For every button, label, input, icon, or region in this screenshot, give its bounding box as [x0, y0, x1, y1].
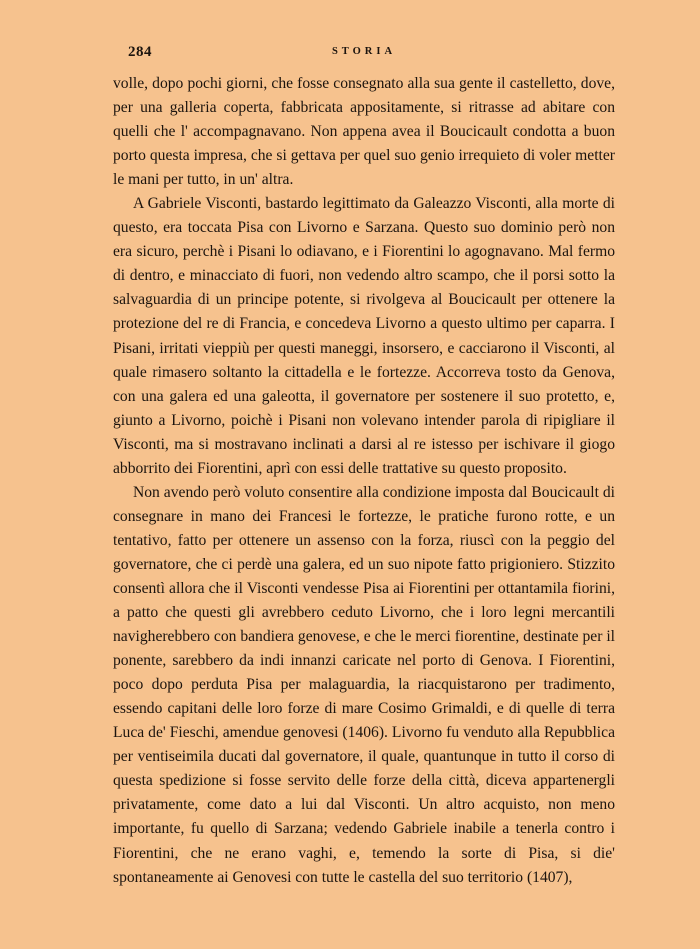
- paragraph-2: A Gabriele Visconti, bastardo legittimato da Galeazzo Visconti, alla morte di questo, era toccata Pisa con Livorno e Sarzana. Questo suo dominio però non era sicuro, perchè i Pisani lo odiavano, e i Fiorentini lo agognavano. Mal fermo di dentro, e minacciato di fuori, non vedendo altro scampo, che il porsi sotto la salvaguardia di un principe potente, si rivolgeva al Boucicault per ottenere la protezione del re di Francia, e concedeva Livorno a questo ultimo per caparra. I Pisani, irritati vieppiù per questi maneggi, insorsero, e cacciarono il Visconti, al quale rimasero soltanto la cittadella e le fortezze. Accorreva tosto da Genova, con una galera ed una galeotta, il governatore per sostenere il suo protetto, e, giunto a Livorno, poichè i Pisani non volevano intender parola di ripigliare il Visconti, ma si mostravano inclinati a darsi al re istesso per ischivare il giogo abborrito dei Fiorentini, aprì con essi delle trattative su questo proposito.: [113, 195, 615, 477]
- body-text: [113, 72, 615, 890]
- page-header: [113, 44, 615, 66]
- paragraph-1: volle, dopo pochi giorni, che fosse consegnato alla sua gente il castelletto, dove, per una galleria coperta, fabbricata appositamente, si ritrasse ad abitare con quelli che l' accompagnavano. Non appena avea il Boucicault condotta a buon porto questa impresa, che si gettava per quel suo genio irrequieto di voler metter le mani per tutto, in un' altra.: [113, 75, 615, 189]
- paragraph-3: Non avendo però voluto consentire alla condizione imposta dal Boucicault di consegnare in mano dei Francesi le fortezze, le pratiche furono rotte, e un tentativo, fatto per ottenere un assenso con la forza, riuscì con la peggio del governatore, che ci perdè una galera, ed un suo nipote fatto prigioniero. Stizzito consentì allora che il Visconti vendesse Pisa ai Fiorentini per ottantamila fiorini, a patto che questi gli avrebbero ceduto Livorno, che i loro legni mercantili navigherebbero con bandiera genovese, e che le merci fiorentine, destinate per il ponente, sarebbero da indi innanzi caricate nel porto di Genova. I Fiorentini, poco dopo perduta Pisa per malaguardia, la riacquistarono per tradimento, essendo capitani delle loro forze di mare Cosimo Grimaldi, e di quelle di terra Luca de' Fieschi, amendue genovesi (1406). Livorno fu venduto alla Repubblica per ventiseimila ducati dal governatore, il quale, quantunque in tutto il corso di questa spedizione si fosse servito delle forze della città, diceva appartenergli privatamente, come dato a lui dal Visconti. Un altro acquisto, non meno importante, fu quello di Sarzana; vedendo Gabriele inabile a tenerla contro i Fiorentini, che ne erano vaghi, e, temendo la sorte di Pisa, si die' spontaneamente ai Genovesi con tutte le castella del suo territorio (1407),: [113, 483, 615, 886]
- running-title: STORIA: [331, 46, 397, 57]
- page-number: 284: [128, 44, 152, 60]
